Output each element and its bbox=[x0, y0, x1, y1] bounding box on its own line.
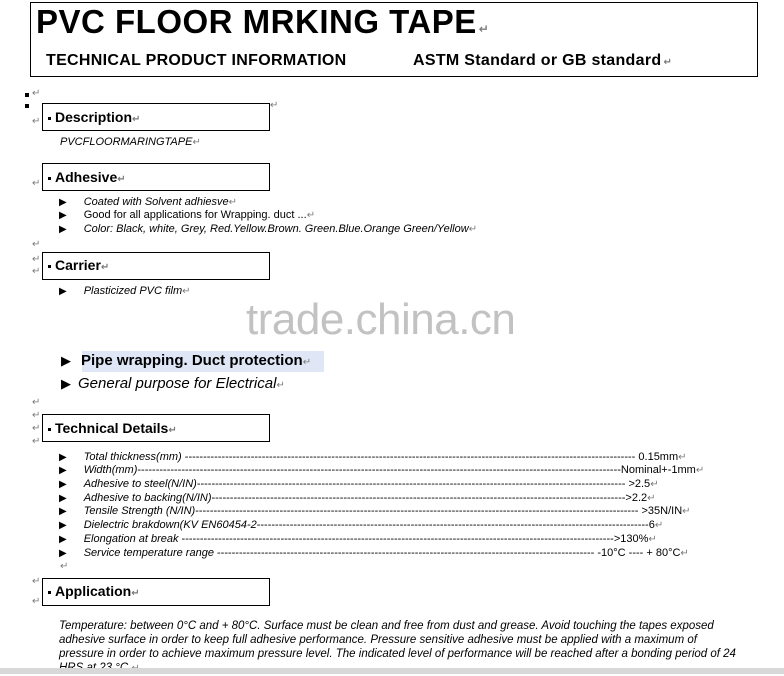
use-item: ▶ General purpose for Electrical↵ bbox=[61, 375, 285, 392]
technical-heading: Technical Details↵ bbox=[48, 420, 177, 436]
right-triangle-bullet-icon: ▶ bbox=[59, 452, 67, 463]
tech-row: ▶ Width(mm)------------------------------------------------------------------------------------------------------------------------------------Nominal+-1mm↵ bbox=[59, 464, 705, 476]
right-triangle-bullet-icon: ▶ bbox=[61, 353, 71, 368]
right-triangle-bullet-icon: ▶ bbox=[59, 534, 67, 545]
right-triangle-bullet-icon: ▶ bbox=[59, 479, 67, 490]
right-triangle-bullet-icon: ▶ bbox=[59, 224, 67, 235]
description-text: PVCFLOORMARINGTAPE↵ bbox=[60, 136, 201, 148]
carrier-item: ▶ Plasticized PVC film↵ bbox=[59, 285, 191, 297]
paragraph-mark-icon: ↵ bbox=[32, 239, 41, 250]
description-heading: Description↵ bbox=[48, 109, 140, 125]
tech-row: ▶ Dielectric brakdown(KV EN60454-2-----------------------------------------------------------------------------------------------------------6↵ bbox=[59, 519, 664, 531]
adhesive-heading: Adhesive↵ bbox=[48, 169, 126, 185]
paragraph-mark-icon: ↵ bbox=[32, 423, 41, 434]
paragraph-mark-icon: ↵ bbox=[663, 57, 673, 68]
paragraph-mark-icon: ↵ bbox=[32, 88, 41, 99]
use-item: ▶ Pipe wrapping. Duct protection↵ bbox=[61, 352, 312, 369]
right-triangle-bullet-icon: ▶ bbox=[59, 493, 67, 504]
paragraph-mark-icon: ↵ bbox=[32, 436, 41, 447]
application-heading: Application↵ bbox=[48, 583, 140, 599]
tech-row: ▶ Elongation at break ---------------------------------------------------------------------------------------------------------------------->130%↵ bbox=[59, 533, 657, 545]
application-text: Temperature: between 0°C and + 80°C. Surface must be clean and free from dust and grease. Avoid touching the tapes exposed adhesive surface in order to keep full adhesive performance. Pressure sensitive adhesive must be applied with a maximum of pressure in order to achieve maximum pressure level. The indicated level of performance will be reached after a bonding period of 24 bbox=[59, 620, 736, 660]
subtitle-technical-info: TECHNICAL PRODUCT INFORMATION bbox=[46, 52, 347, 69]
tech-row: ▶ Adhesive to steel(N/IN)--------------------------------------------------------------------------------------------------------------------- >2.5↵ bbox=[59, 478, 659, 490]
right-triangle-bullet-icon: ▶ bbox=[59, 465, 67, 476]
subtitle-standard: ASTM Standard or GB standard ↵ bbox=[413, 52, 673, 69]
adhesive-item: ▶ Good for all applications for Wrapping. duct ...↵ bbox=[59, 209, 316, 221]
tech-row: ▶ Tensile Strength (N/IN)------------------------------------------------------------------------------------------------------------------------- >35N/IN↵ bbox=[59, 505, 691, 517]
tech-row: ▶ Total thickness(mm) --------------------------------------------------------------------------------------------------------------------------- 0.15mm↵ bbox=[59, 451, 687, 463]
watermark-text: trade.china.cn bbox=[246, 295, 516, 344]
paragraph-mark-icon: ↵ bbox=[32, 254, 41, 265]
carrier-heading: Carrier↵ bbox=[48, 257, 109, 273]
paragraph-mark-icon: ↵ bbox=[60, 561, 69, 572]
right-triangle-bullet-icon: ▶ bbox=[61, 376, 71, 391]
list-bullet-square-icon bbox=[25, 93, 29, 97]
page-bottom-edge bbox=[0, 668, 784, 674]
right-triangle-bullet-icon: ▶ bbox=[59, 197, 67, 208]
paragraph-mark-icon: ↵ bbox=[32, 266, 41, 277]
right-triangle-bullet-icon: ▶ bbox=[59, 506, 67, 517]
right-triangle-bullet-icon: ▶ bbox=[59, 548, 67, 559]
paragraph-mark-icon: ↵ bbox=[32, 596, 41, 607]
paragraph-mark-icon: ↵ bbox=[32, 576, 41, 587]
document-title: PVC FLOOR MRKING TAPE ↵ bbox=[36, 3, 490, 40]
right-triangle-bullet-icon: ▶ bbox=[59, 286, 67, 297]
tech-row: ▶ Adhesive to backing(N/IN)----------------------------------------------------------------------------------------------------------------->2.2↵ bbox=[59, 492, 656, 504]
adhesive-item: ▶ Color: Black, white, Grey, Red.Yellow.Brown. Green.Blue.Orange Green/Yellow↵ bbox=[59, 223, 478, 235]
right-triangle-bullet-icon: ▶ bbox=[59, 210, 67, 221]
paragraph-mark-icon: ↵ bbox=[32, 178, 41, 189]
paragraph-mark-icon: ↵ bbox=[32, 410, 41, 421]
list-bullet-square-icon bbox=[25, 104, 29, 108]
paragraph-mark-icon: ↵ bbox=[32, 397, 41, 408]
paragraph-mark-icon: ↵ bbox=[478, 22, 490, 36]
adhesive-item: ▶ Coated with Solvent adhiesve↵ bbox=[59, 196, 238, 208]
paragraph-mark-icon: ↵ bbox=[32, 116, 41, 127]
paragraph-mark-icon: ↵ bbox=[270, 100, 279, 111]
right-triangle-bullet-icon: ▶ bbox=[59, 520, 67, 531]
tech-row: ▶ Service temperature range ------------------------------------------------------------------------------------------------------- -10°C ---- + 80°C↵ bbox=[59, 547, 689, 559]
